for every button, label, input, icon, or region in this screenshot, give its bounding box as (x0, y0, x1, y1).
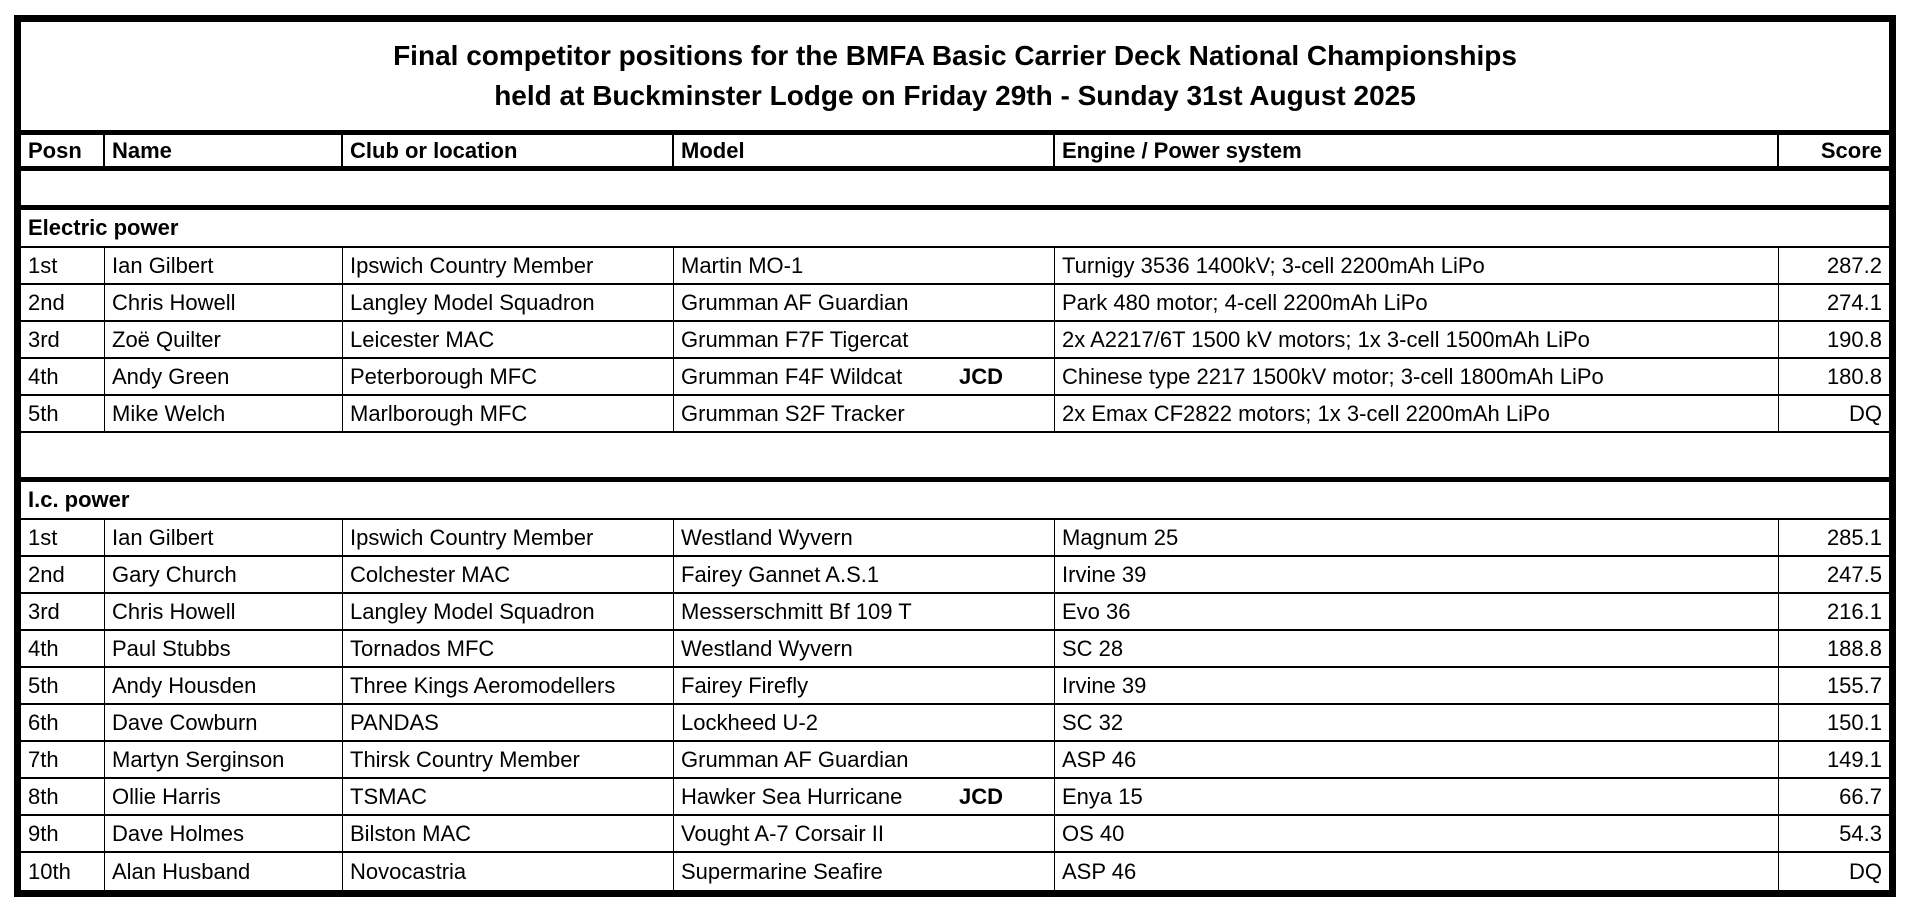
cell-engine: 2x Emax CF2822 motors; 1x 3-cell 2200mAh LiPo (1055, 396, 1779, 431)
cell-engine: ASP 46 (1055, 853, 1779, 890)
section-title: I.c. power (28, 487, 130, 512)
cell-score: 188.8 (1826, 635, 1882, 661)
cell-score: DQ (1849, 400, 1882, 426)
model-name: Fairey Gannet A.S.1 (681, 561, 880, 587)
cell-model (674, 557, 1055, 592)
cell-club: Leicester MAC (343, 322, 674, 357)
cell-model (674, 853, 1055, 890)
cell-posn: 9th (21, 816, 105, 851)
cell-model (674, 396, 1055, 431)
cell-name: Andy Green (105, 359, 343, 394)
cell-engine: OS 40 (1055, 816, 1779, 851)
sheet-title (21, 22, 1889, 135)
results-section (21, 433, 1889, 890)
cell-posn: 4th (21, 359, 105, 394)
cell-model (674, 779, 1055, 814)
cell-club: Marlborough MFC (343, 396, 674, 431)
jcd-flag: JCD (958, 783, 1003, 809)
cell-score: 216.1 (1826, 598, 1882, 624)
sheet-title-line2: held at Buckminster Lodge on Friday 29th - Sunday 31st August 2025 (494, 79, 1416, 111)
cell-engine: Park 480 motor; 4-cell 2200mAh LiPo (1055, 285, 1779, 320)
model-name: Supermarine Seafire (681, 858, 883, 884)
table-row (21, 594, 1889, 631)
cell-model (674, 248, 1055, 283)
cell-posn: 5th (21, 396, 105, 431)
cell-club: Three Kings Aeromodellers (343, 668, 674, 703)
model-name: Lockheed U-2 (681, 709, 818, 735)
column-header-engine: Engine / Power system (1055, 135, 1779, 166)
table-row (21, 816, 1889, 853)
table-row (21, 668, 1889, 705)
cell-name: Martyn Serginson (105, 742, 343, 777)
table-row (21, 742, 1889, 779)
cell-name: Dave Holmes (105, 816, 343, 851)
cell-model (674, 520, 1055, 555)
cell-club: Ipswich Country Member (343, 248, 674, 283)
table-row (21, 396, 1889, 433)
table-row (21, 520, 1889, 557)
cell-name: Chris Howell (105, 594, 343, 629)
table-header-row (21, 135, 1889, 171)
cell-name: Andy Housden (105, 668, 343, 703)
cell-name: Zoë Quilter (105, 322, 343, 357)
cell-club: Langley Model Squadron (343, 594, 674, 629)
cell-posn: 2nd (21, 285, 105, 320)
cell-score: 66.7 (1839, 783, 1882, 809)
cell-model (674, 816, 1055, 851)
cell-engine: Evo 36 (1055, 594, 1779, 629)
cell-club: PANDAS (343, 705, 674, 740)
model-name: Grumman S2F Tracker (681, 400, 905, 426)
model-name: Grumman AF Guardian (681, 746, 909, 772)
cell-model (674, 742, 1055, 777)
cell-club: Tornados MFC (343, 631, 674, 666)
cell-club: Bilston MAC (343, 816, 674, 851)
column-header-score: Score (1820, 137, 1882, 163)
cell-posn: 2nd (21, 557, 105, 592)
cell-posn: 5th (21, 668, 105, 703)
results-section (21, 171, 1889, 433)
jcd-flag: JCD (958, 363, 1003, 389)
cell-engine: 2x A2217/6T 1500 kV motors; 1x 3-cell 1500mAh LiPo (1055, 322, 1779, 357)
cell-model (674, 322, 1055, 357)
model-name: Grumman AF Guardian (681, 289, 909, 315)
cell-score: DQ (1849, 858, 1882, 884)
table-row (21, 853, 1889, 890)
cell-name: Chris Howell (105, 285, 343, 320)
cell-name: Dave Cowburn (105, 705, 343, 740)
sheet-title-line1: Final competitor positions for the BMFA Basic Carrier Deck National Championships (393, 39, 1517, 71)
cell-engine: Magnum 25 (1055, 520, 1779, 555)
table-row (21, 285, 1889, 322)
model-name: Grumman F4F Wildcat (681, 363, 903, 389)
cell-engine: SC 28 (1055, 631, 1779, 666)
table-row (21, 705, 1889, 742)
cell-name: Mike Welch (105, 396, 343, 431)
model-name: Westland Wyvern (681, 635, 853, 661)
cell-posn: 3rd (21, 322, 105, 357)
cell-engine: Enya 15 (1055, 779, 1779, 814)
model-name: Grumman F7F Tigercat (681, 326, 909, 352)
cell-engine: Turnigy 3536 1400kV; 3-cell 2200mAh LiPo (1055, 248, 1779, 283)
column-header-name: Name (105, 135, 343, 166)
results-sheet (14, 15, 1896, 897)
cell-engine: Irvine 39 (1055, 668, 1779, 703)
cell-name: Ollie Harris (105, 779, 343, 814)
cell-engine: ASP 46 (1055, 742, 1779, 777)
section-spacer (21, 171, 1889, 210)
table-row (21, 359, 1889, 396)
cell-model (674, 359, 1055, 394)
cell-score: 287.2 (1826, 252, 1882, 278)
model-name: Vought A-7 Corsair II (681, 820, 884, 846)
table-row (21, 779, 1889, 816)
cell-club: TSMAC (343, 779, 674, 814)
section-header (21, 482, 1889, 520)
model-name: Messerschmitt Bf 109 T (681, 598, 912, 624)
cell-model (674, 594, 1055, 629)
cell-name: Ian Gilbert (105, 520, 343, 555)
cell-posn: 4th (21, 631, 105, 666)
model-name: Hawker Sea Hurricane (681, 783, 903, 809)
section-spacer (21, 433, 1889, 482)
cell-posn: 6th (21, 705, 105, 740)
cell-posn: 1st (21, 520, 105, 555)
cell-score: 247.5 (1826, 561, 1882, 587)
cell-club: Ipswich Country Member (343, 520, 674, 555)
sections (21, 171, 1889, 890)
cell-score: 54.3 (1839, 820, 1882, 846)
cell-name: Paul Stubbs (105, 631, 343, 666)
section-title: Electric power (28, 215, 179, 240)
cell-engine: SC 32 (1055, 705, 1779, 740)
table-row (21, 631, 1889, 668)
model-name: Westland Wyvern (681, 524, 853, 550)
cell-posn: 8th (21, 779, 105, 814)
table-row (21, 322, 1889, 359)
cell-posn: 1st (21, 248, 105, 283)
cell-engine: Irvine 39 (1055, 557, 1779, 592)
cell-club: Novocastria (343, 853, 674, 890)
model-name: Martin MO-1 (681, 252, 804, 278)
cell-club: Langley Model Squadron (343, 285, 674, 320)
cell-posn: 3rd (21, 594, 105, 629)
cell-model (674, 668, 1055, 703)
cell-model (674, 705, 1055, 740)
cell-score: 155.7 (1826, 672, 1882, 698)
cell-score: 149.1 (1826, 746, 1882, 772)
cell-club: Colchester MAC (343, 557, 674, 592)
table-row (21, 248, 1889, 285)
cell-posn: 7th (21, 742, 105, 777)
cell-model (674, 285, 1055, 320)
cell-score: 190.8 (1826, 326, 1882, 352)
column-header-posn: Posn (21, 135, 105, 166)
cell-score: 274.1 (1826, 289, 1882, 315)
cell-engine: Chinese type 2217 1500kV motor; 3-cell 1800mAh LiPo (1055, 359, 1779, 394)
cell-club: Peterborough MFC (343, 359, 674, 394)
cell-name: Ian Gilbert (105, 248, 343, 283)
model-name: Fairey Firefly (681, 672, 809, 698)
cell-name: Gary Church (105, 557, 343, 592)
cell-score: 285.1 (1826, 524, 1882, 550)
section-rows (21, 248, 1889, 433)
cell-name: Alan Husband (105, 853, 343, 890)
column-header-model: Model (674, 135, 1055, 166)
cell-model (674, 631, 1055, 666)
cell-score: 180.8 (1826, 363, 1882, 389)
cell-score: 150.1 (1826, 709, 1882, 735)
table-row (21, 557, 1889, 594)
section-header (21, 210, 1889, 248)
cell-club: Thirsk Country Member (343, 742, 674, 777)
cell-posn: 10th (21, 853, 105, 890)
section-rows (21, 520, 1889, 890)
column-header-club: Club or location (343, 135, 674, 166)
